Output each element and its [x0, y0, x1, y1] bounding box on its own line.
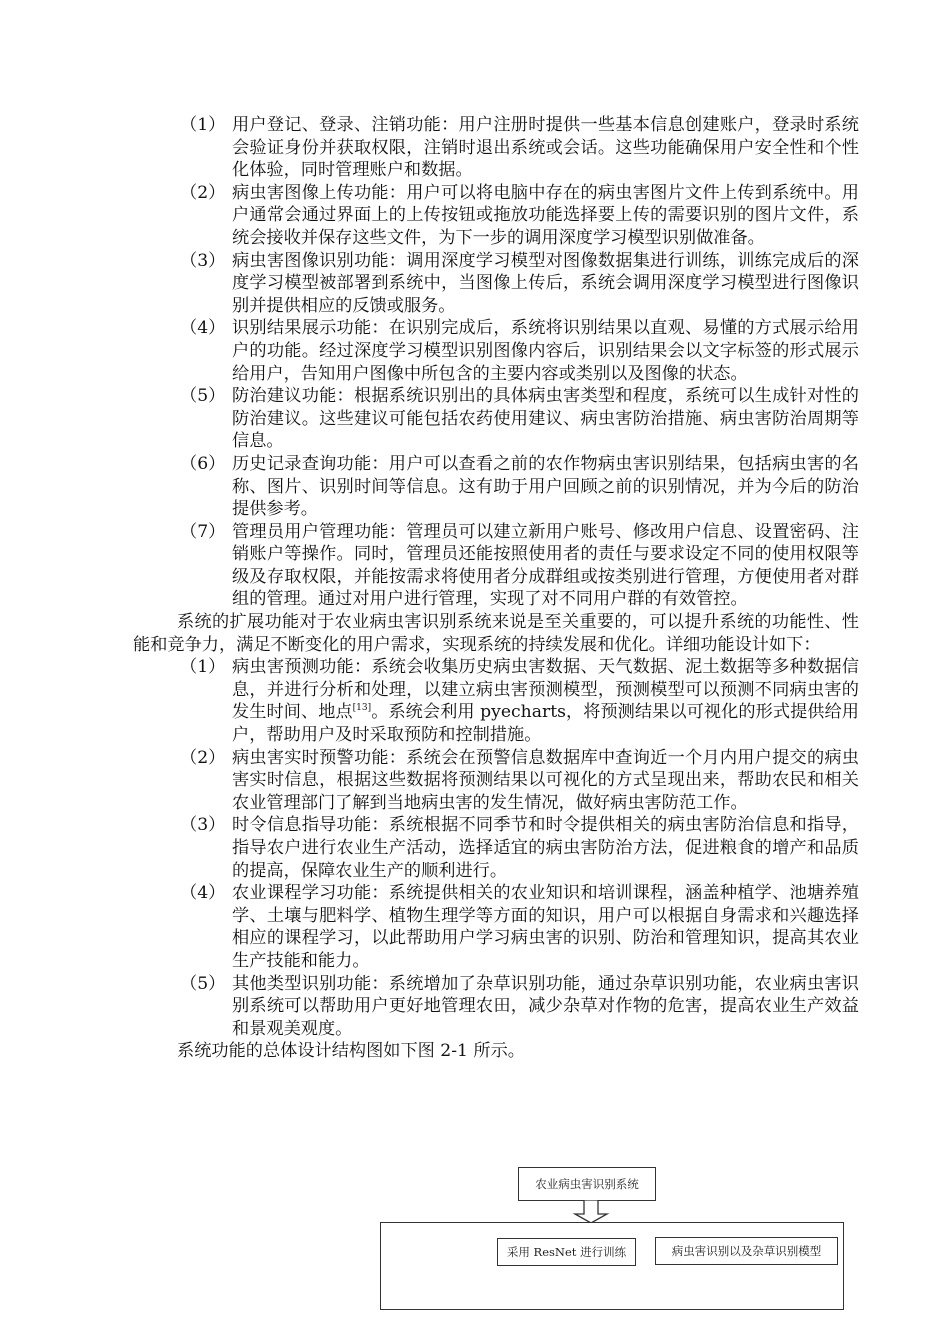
list-text: 农业课程学习功能：系统提供相关的农业知识和培训课程，涵盖种植学、池塘养殖学、土壤与肥料学、植物生理学等方面的知识，用户可以根据自身需求和兴趣选择相应的课程学习，以此帮助用户学习病虫害的识别、防治和管理知识，提高其农业生产技能和能力。	[232, 883, 859, 971]
list-text: 病虫害预测功能：系统会收集历史病虫害数据、天气数据、泥土数据等多种数据信息，并进行分析和处理，以建立病虫害预测模型，预测模型可以预测不同病虫害的发生时间、地点	[232, 657, 859, 723]
diagram-training-box	[497, 1238, 636, 1266]
list-text: 历史记录查询功能：用户可以查看之前的农作物病虫害识别结果，包括病虫害的名称、图片、识别时间等信息。这有助于用户回顾之前的识别情况，并为今后的防治提供参考。	[232, 453, 859, 520]
citation-ref[interactable]: [13]	[352, 703, 372, 714]
list-number: （1）	[180, 657, 226, 678]
list-number: （3）	[180, 815, 226, 836]
list-text: 时令信息指导功能：系统根据不同季节和时令提供相关的病虫害防治信息和指导，指导农户进行农业生产活动，选择适宜的病虫害防治方法，促进粮食的增产和品质的提高，保障农业生产的顺利进行。	[232, 815, 859, 881]
list-text: 病虫害图像上传功能：用户可以将电脑中存在的病虫害图片文件上传到系统中。用户通常会通过界面上的上传按钮或拖放功能选择要上传的需要识别的图片文件，系统会接收并保存这些文件，为下一步的调用深度学习模型识别做准备。	[232, 182, 859, 248]
list-number: （5）	[180, 386, 226, 407]
extension-feature-item-4	[133, 882, 859, 972]
basic-feature-item-7	[133, 521, 859, 611]
list-number: （7）	[180, 521, 226, 542]
list-number: （1）	[180, 115, 226, 135]
basic-feature-item-3	[133, 250, 859, 318]
list-text: 用户登记、登录、注销功能：用户注册时提供一些基本信息创建账户，登录时系统会验证身份并获取权限，注销时退出系统或会话。这些功能确保用户安全性和个性化体验，同时管理账户和数据。	[232, 115, 859, 181]
list-text: 其他类型识别功能：系统增加了杂草识别功能，通过杂草识别功能，农业病虫害识别系统可以帮助用户更好地管理农田，减少杂草对作物的危害，提高农业生产效益和景观美观度。	[232, 973, 859, 1039]
down-arrow-icon	[571, 1200, 611, 1224]
basic-feature-item-4	[133, 317, 859, 385]
list-number: （2）	[180, 182, 226, 203]
list-number: （6）	[180, 453, 226, 474]
extension-feature-item-2	[133, 747, 859, 815]
basic-feature-item-1	[133, 114, 859, 182]
list-text: 防治建议功能：根据系统识别出的具体病虫害类型和程度，系统可以生成针对性的防治建议。这些建议可能包括农药使用建议、病虫害防治措施、病虫害防治周期等信息。	[232, 386, 859, 452]
list-text: 管理员用户管理功能：管理员可以建立新用户账号、修改用户信息、设置密码、注销账户等操作。同时，管理员还能按照使用者的责任与要求设定不同的使用权限等级及存取权限，并能按需求将使用者分成群组或按类别进行管理，方便使用者对群组的管理。通过对用户进行管理，实现了对不同用户群的有效管控。	[232, 521, 859, 610]
list-text: 识别结果展示功能：在识别完成后，系统将识别结果以直观、易懂的方式展示给用户的功能。经过深度学习模型识别图像内容后，识别结果会以文字标签的形式展示给用户，告知用户图像中所包含的主要内容或类别以及图像的状态。	[232, 318, 859, 384]
diagram-root-box	[518, 1167, 656, 1201]
basic-feature-item-5	[133, 385, 859, 453]
list-number: （2）	[180, 747, 226, 768]
list-text: 病虫害实时预警功能：系统会在预警信息数据库中查询近一个月内用户提交的病虫害实时信息，根据这些数据将预测结果以可视化的方式呈现出来，帮助农民和相关农业管理部门了解到当地病虫害的发生情况，做好病虫害防范工作。	[232, 747, 859, 813]
extension-feature-item-1	[133, 656, 859, 746]
body-text	[133, 114, 859, 1063]
list-number: （4）	[180, 883, 226, 904]
figure-intro-paragraph: 系统功能的总体设计结构图如下图 2-1 所示。	[177, 1041, 525, 1062]
list-text: 病虫害图像识别功能：调用深度学习模型对图像数据集进行训练，训练完成后的深度学习模型被部署到系统中，当图像上传后，系统会调用深度学习模型进行图像识别并提供相应的反馈或服务。	[232, 250, 859, 316]
diagram-training-label: 采用 ResNet 进行训练	[506, 1245, 627, 1259]
extension-feature-item-5	[133, 973, 859, 1041]
diagram-container-box	[380, 1222, 844, 1310]
diagram-root-label: 农业病虫害识别系统	[535, 1177, 639, 1191]
diagram-model-label: 病虫害识别以及杂草识别模型	[671, 1244, 822, 1258]
list-number: （4）	[180, 318, 226, 339]
list-number: （3）	[180, 250, 226, 271]
extension-feature-item-3	[133, 814, 859, 882]
list-number: （5）	[180, 973, 226, 994]
extension-intro-paragraph: 系统的扩展功能对于农业病虫害识别系统来说是至关重要的，可以提升系统的功能性、性能和竞争力，满足不断变化的用户需求，实现系统的持续发展和优化。详细功能设计如下：	[133, 612, 859, 655]
diagram-model-box	[655, 1237, 838, 1265]
basic-feature-item-2	[133, 182, 859, 250]
list-text-cont: 。系统会利用 pyecharts，将预测结果以可视化的形式提供给用户，帮助用户及时采取预防和控制措施。	[232, 702, 859, 746]
basic-feature-item-6	[133, 453, 859, 521]
